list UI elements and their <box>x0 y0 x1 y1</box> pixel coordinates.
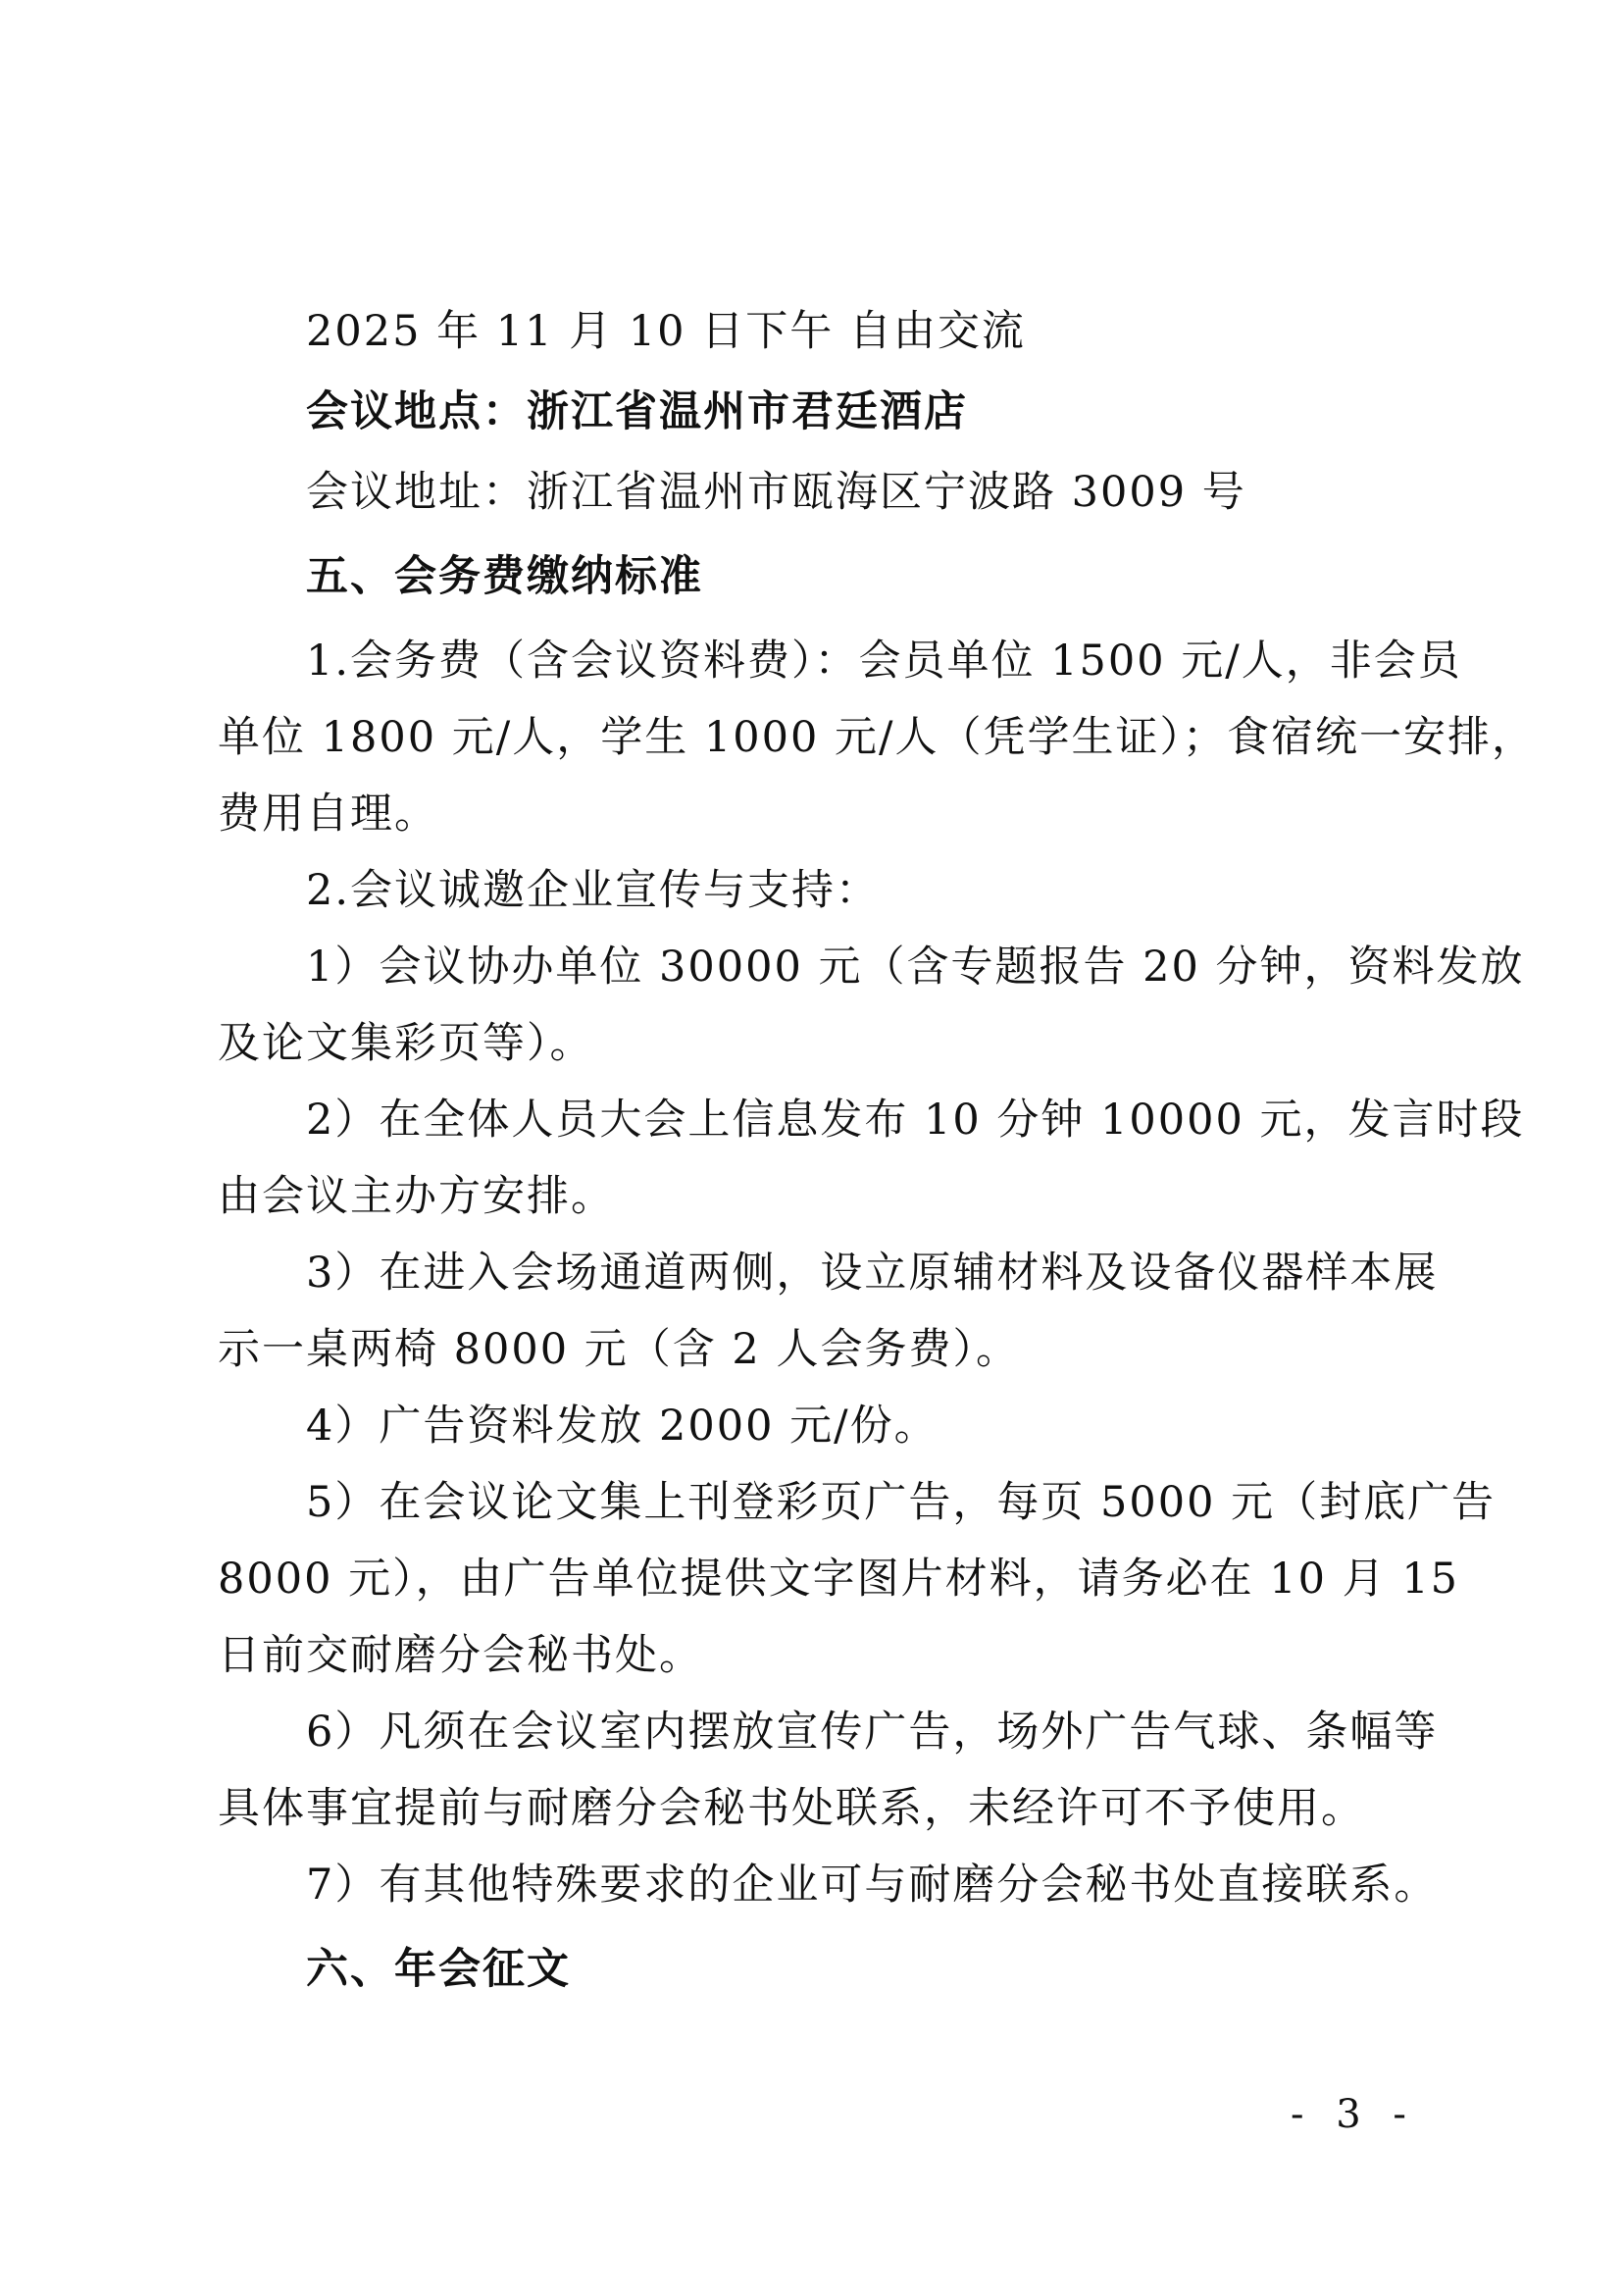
venue-line: 会议地点：浙江省温州市君廷酒店 <box>306 387 968 436</box>
paragraph-line: 2）在全体人员大会上信息发布 10 分钟 10000 元，发言时段 <box>306 1096 1525 1145</box>
paragraph-line: 由会议主办方安排。 <box>218 1172 615 1221</box>
paragraph-line: 费用自理。 <box>218 790 438 839</box>
paragraph-line: 示一桌两椅 8000 元（含 2 人会务费）。 <box>218 1325 1020 1374</box>
paragraph-line: 单位 1800 元/人，学生 1000 元/人（凭学生证）；食宿统一安排， <box>218 713 1537 762</box>
paragraph-line: 日前交耐磨分会秘书处。 <box>218 1631 703 1680</box>
paragraph-line: 具体事宜提前与耐磨分会秘书处联系，未经许可不予使用。 <box>218 1784 1365 1833</box>
schedule-line: 2025 年 11 月 10 日下午 自由交流 <box>306 307 1026 356</box>
paragraph-line: 7）有其他特殊要求的企业可与耐磨分会秘书处直接联系。 <box>306 1861 1439 1910</box>
paragraph-line: 8000 元），由广告单位提供文字图片材料，请务必在 10 月 15 <box>218 1555 1460 1604</box>
paragraph-line: 及论文集彩页等）。 <box>218 1019 594 1068</box>
paragraph-line: 1）会议协办单位 30000 元（含专题报告 20 分钟，资料发放 <box>306 943 1525 992</box>
section-heading-papers: 六、年会征文 <box>306 1945 571 1994</box>
paragraph-line: 6）凡须在会议室内摆放宣传广告，场外广告气球、条幅等 <box>306 1708 1439 1757</box>
paragraph-line: 4）广告资料发放 2000 元/份。 <box>306 1402 939 1451</box>
address-line: 会议地址：浙江省温州市瓯海区宁波路 3009 号 <box>306 468 1246 517</box>
page-number: - 3 - <box>1291 2092 1416 2137</box>
paragraph-line: 2.会议诚邀企业宣传与支持： <box>306 866 881 915</box>
paragraph-line: 3）在进入会场通道两侧，设立原辅材料及设备仪器样本展 <box>306 1249 1439 1298</box>
section-heading-fee: 五、会务费缴纳标准 <box>306 552 703 601</box>
paragraph-line: 5）在会议论文集上刊登彩页广告，每页 5000 元（封底广告 <box>306 1478 1497 1527</box>
paragraph-line: 1.会务费（含会议资料费）：会员单位 1500 元/人，非会员 <box>306 637 1462 686</box>
